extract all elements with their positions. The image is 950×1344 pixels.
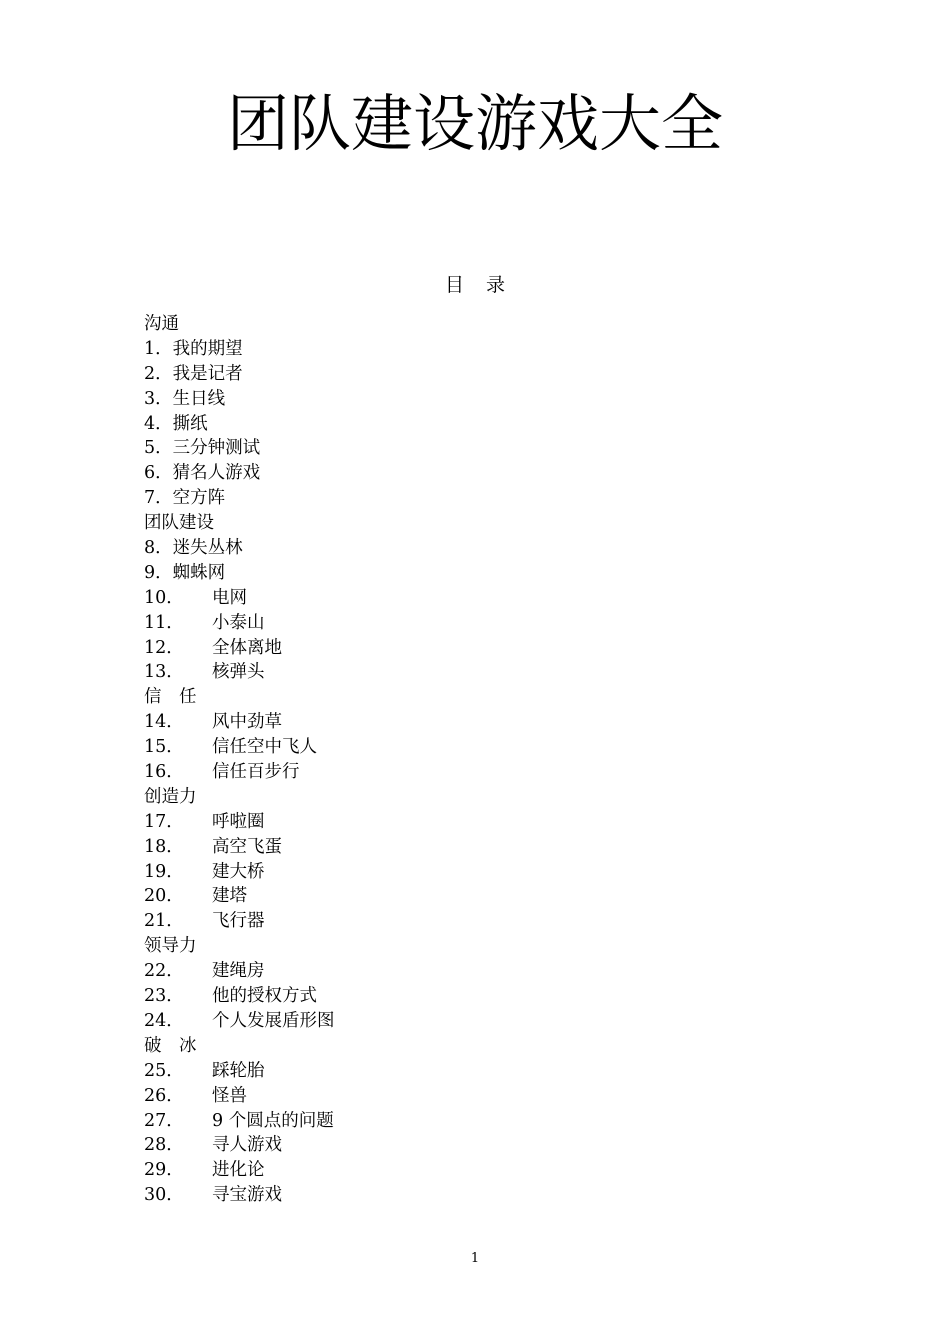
toc-entry-number: 22． [144,961,184,982]
toc-entry-label: 呼啦圈 [212,811,265,832]
toc-entry[interactable] [144,561,844,586]
toc-entry-label: 飞行器 [212,911,265,932]
toc-entry-label: 核弹头 [212,662,265,683]
toc-entry-number: 15． [144,737,184,758]
toc-entry[interactable] [144,884,844,909]
toc-entry-number: 19． [144,861,184,882]
document-title: 团队建设游戏大全 [226,87,723,160]
toc-entry-number: 13． [144,662,184,683]
toc-entry[interactable] [144,586,844,611]
toc-entry-number: 30． [144,1185,184,1206]
toc-entry[interactable] [144,760,844,785]
toc-entry-label: 寻人游戏 [212,1135,282,1156]
toc-section-label: 团队建设 [144,513,214,534]
toc-entry[interactable] [144,959,844,984]
toc-entry[interactable] [144,362,844,387]
toc-entry[interactable] [144,1059,844,1084]
toc-entry-number: 8． [144,538,173,559]
toc-entry-label: 信任空中飞人 [212,737,317,758]
toc-entry-label: 信任百步行 [212,762,300,783]
toc-entry-label: 蜘蛛网 [172,562,226,583]
toc-entry[interactable] [144,1133,844,1158]
toc-entry[interactable] [144,1158,844,1183]
toc-entry-label: 建塔 [212,886,247,907]
toc-entry[interactable] [144,337,844,362]
toc-entry[interactable] [144,412,844,437]
toc-entry[interactable] [144,909,844,934]
toc-entry-number: 10． [144,587,184,608]
toc-entry-label: 怪兽 [212,1085,247,1106]
toc-entry-label: 电网 [212,587,247,608]
toc-entry[interactable] [144,835,844,860]
toc-heading-left: 目 [444,274,464,296]
toc-section-label: 创造力 [144,786,197,807]
toc-section-heading[interactable] [144,685,844,710]
toc-entry[interactable] [144,461,844,486]
toc-section-heading[interactable] [144,511,844,536]
toc-entry[interactable] [144,536,844,561]
toc-entry-number: 11． [144,612,184,633]
toc-entry-number: 20． [144,886,184,907]
toc-entry-number: 7． [144,488,173,509]
toc-entry-label: 全体离地 [212,637,282,658]
toc-section-heading[interactable] [144,312,844,337]
toc-entry-number: 16． [144,762,184,783]
toc-entry-label: 空方阵 [172,488,226,509]
toc-entry-number: 3． [144,388,173,409]
toc-entry-number: 12． [144,637,184,658]
toc-entry-number: 6． [144,463,173,484]
toc-entry-label: 他的授权方式 [212,986,317,1007]
toc-section-heading[interactable] [144,934,844,959]
toc-entry-number: 14． [144,712,184,733]
toc-entry-number: 27． [144,1110,184,1131]
toc-entry[interactable] [144,735,844,760]
toc-entry-number: 18． [144,836,184,857]
toc-entry-label: 寻宝游戏 [212,1185,282,1206]
toc-section-heading[interactable] [144,1034,844,1059]
toc-entry-label: 建绳房 [212,961,265,982]
toc-entry[interactable] [144,710,844,735]
toc-entry-number: 26． [144,1085,184,1106]
table-of-contents [144,312,844,1208]
toc-entry[interactable] [144,1084,844,1109]
toc-entry-label: 生日线 [172,388,226,409]
toc-entry-label: 建大桥 [212,861,265,882]
toc-entry[interactable] [144,1109,844,1134]
toc-entry-label: 猜名人游戏 [172,463,261,484]
toc-entry-number: 5． [144,438,173,459]
toc-entry-number: 17． [144,811,184,832]
toc-heading [0,271,950,299]
toc-entry[interactable] [144,860,844,885]
toc-section-label: 信 任 [144,687,197,708]
toc-entry-label: 踩轮胎 [212,1060,265,1081]
toc-entry-number: 9． [144,562,173,583]
toc-entry-label: 个人发展盾形图 [212,1010,335,1031]
toc-entry-label: 风中劲草 [212,712,282,733]
toc-entry[interactable] [144,810,844,835]
toc-section-label: 领导力 [144,936,197,957]
toc-heading-right: 录 [486,274,506,296]
toc-entry[interactable] [144,611,844,636]
toc-entry-label: 三分钟测试 [172,438,261,459]
toc-entry-label: 我是记者 [172,363,243,384]
page-number: 1 [470,1251,480,1266]
toc-entry[interactable] [144,660,844,685]
toc-entry-number: 21． [144,911,184,932]
toc-entry-number: 28． [144,1135,184,1156]
toc-section-label: 沟通 [144,314,179,334]
toc-entry-number: 25． [144,1060,184,1081]
toc-entry[interactable] [144,387,844,412]
toc-entry[interactable] [144,1009,844,1034]
toc-section-label: 破 冰 [144,1035,197,1056]
toc-entry-label: 迷失丛林 [172,538,243,559]
toc-entry-label: 我的期望 [172,338,243,359]
toc-section-heading[interactable] [144,785,844,810]
toc-entry-number: 4． [144,413,173,434]
toc-entry-label: 9 个圆点的问题 [212,1110,334,1131]
toc-entry-number: 29． [144,1160,184,1181]
toc-entry-label: 高空飞蛋 [212,836,282,857]
toc-entry[interactable] [144,1183,844,1208]
toc-entry-label: 小泰山 [212,612,265,633]
toc-entry-label: 进化论 [212,1160,265,1181]
toc-entry-number: 1． [144,338,173,359]
toc-entry-number: 24． [144,1010,184,1031]
toc-entry-number: 23． [144,986,184,1007]
toc-entry[interactable] [144,486,844,511]
toc-entry-label: 撕纸 [172,413,208,434]
toc-entry[interactable] [144,436,844,461]
toc-entry[interactable] [144,984,844,1009]
toc-entry-number: 2． [144,363,173,384]
toc-entry[interactable] [144,636,844,661]
